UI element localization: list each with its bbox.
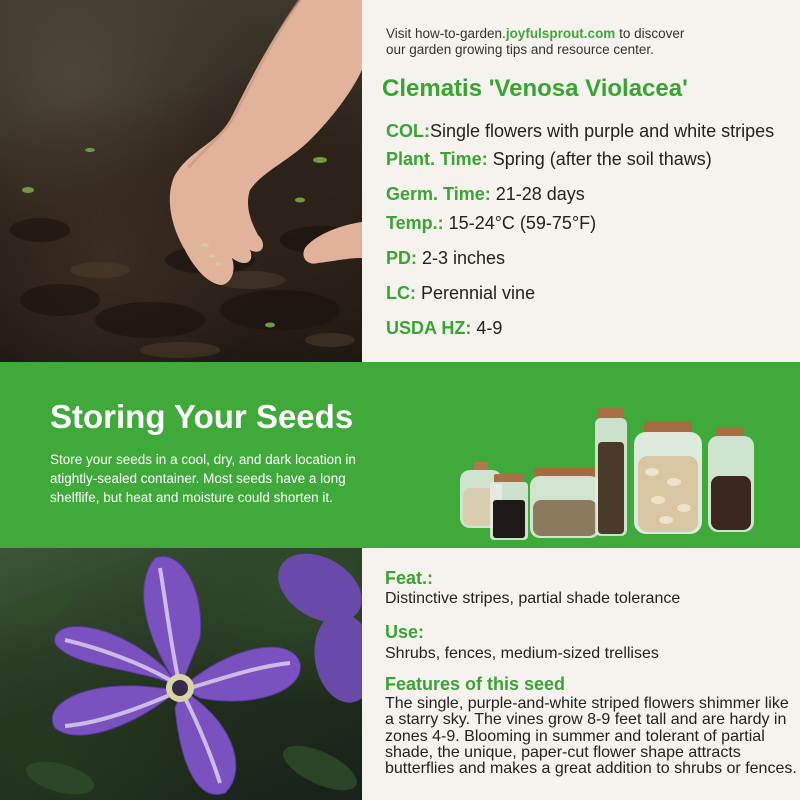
seed-jars-image (452, 382, 772, 542)
site-link[interactable]: joyfulsprout.com (505, 26, 616, 41)
storing-band (0, 362, 800, 548)
spec-value: 4-9 (471, 318, 503, 338)
spec-temp (386, 213, 596, 234)
visit-note (386, 26, 800, 58)
feat-label: Feat.: (385, 568, 434, 588)
spec-value: 21-28 days (490, 184, 585, 204)
storing-title: Storing Your Seeds (50, 398, 354, 435)
spec-value: 2-3 inches (417, 248, 506, 268)
spec-key: PD: (386, 248, 417, 268)
plant-title: Clematis 'Venosa Violacea' (382, 75, 688, 102)
spec-value: Single flowers with purple and white stripes (430, 121, 775, 141)
seed-features-text: The single, purple-and-white striped flowers shimmer like a starry sky. The vines grow 8-9 feet tall and are hardy in zones 4-9. Blooming in summer and tolerant of partial shade, the unique, paper-cut flower shape attracts butterflies and makes a great addition to shrubs or fences. (385, 695, 797, 778)
spec-key: COL: (386, 121, 430, 141)
spec-key: LC: (386, 283, 416, 303)
storing-text: Store your seeds in a cool, dry, and dark location in atightly-sealed container. Most seeds have a long shelflife, but heat and moisture could shorten it. (50, 452, 356, 505)
visit-prefix: Visit how-to-garden. (386, 26, 506, 41)
use-value: Shrubs, fences, medium-sized trellises (385, 645, 659, 662)
use-label: Use: (385, 622, 425, 642)
spec-key: Plant. Time: (386, 149, 488, 169)
spec-lc (386, 283, 535, 304)
features-section (0, 548, 800, 800)
visit-suffix: to discover (615, 26, 685, 41)
spec-color (386, 121, 774, 142)
spec-usda-hz (386, 318, 502, 339)
top-section (0, 0, 800, 362)
visit-line-1 (386, 26, 800, 42)
spec-value: Perennial vine (416, 283, 536, 303)
feat-value: Distinctive stripes, partial shade tolerance (385, 590, 681, 607)
spec-value: Spring (after the soil thaws) (487, 149, 712, 169)
visit-line-2: our garden growing tips and resource center. (386, 42, 654, 57)
spec-plant-time (386, 149, 712, 170)
spec-germ-time (386, 184, 585, 205)
spec-key: USDA HZ: (386, 318, 472, 338)
spec-pd (386, 248, 505, 269)
spec-value: 15-24°C (59-75°F) (443, 213, 597, 233)
spec-key: Germ. Time: (386, 184, 491, 204)
spec-key: Temp.: (386, 213, 444, 233)
soil-hand-photo (0, 0, 362, 362)
seed-features-title: Features of this seed (385, 674, 566, 694)
clematis-flower-photo (0, 548, 362, 800)
